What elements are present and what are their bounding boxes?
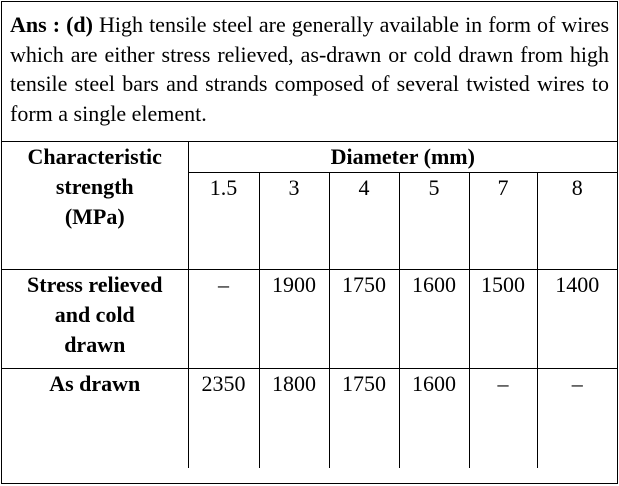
row-label-stress-relieved	[2, 270, 188, 369]
answer-panel	[1, 1, 618, 484]
value-cell: –	[188, 270, 259, 369]
value-cell: 1750	[329, 369, 399, 468]
diameter-cell: 4	[329, 173, 399, 270]
value-cell: 1600	[399, 369, 469, 468]
value-cell: 1500	[469, 270, 537, 369]
value-cell: –	[469, 369, 537, 468]
characteristic-strength-header	[2, 142, 188, 270]
value-cell: 1800	[259, 369, 329, 468]
table-row	[2, 369, 617, 468]
value-cell: 1750	[329, 270, 399, 369]
diameter-cell: 5	[399, 173, 469, 270]
value-cell: 1400	[537, 270, 617, 369]
answer-prefix: Ans :	[10, 12, 61, 37]
diameter-cell: 8	[537, 173, 617, 270]
row-label-line: Stress relieved	[27, 272, 163, 297]
row-label-line: and cold	[54, 302, 135, 327]
strength-table	[2, 142, 617, 468]
value-cell: 1900	[259, 270, 329, 369]
table-row	[2, 270, 617, 369]
row-label-line: As drawn	[49, 371, 141, 396]
value-cell: –	[537, 369, 617, 468]
answer-paragraph	[2, 2, 617, 142]
diameter-cell: 3	[259, 173, 329, 270]
diameter-cell: 7	[469, 173, 537, 270]
header-line: Characteristic	[27, 144, 162, 169]
row-label-line: drawn	[64, 332, 126, 357]
answer-text: High tensile steel are generally available in form of wires which are either stress relieved, as-drawn or cold drawn from high tensile steel bars and strands composed of several twisted wires to form a single element.	[10, 12, 610, 126]
diameter-cell: 1.5	[188, 173, 259, 270]
header-line: strength	[55, 174, 134, 199]
value-cell: 1600	[399, 270, 469, 369]
diameter-header: Diameter (mm)	[188, 142, 617, 173]
answer-option: (d)	[66, 12, 93, 37]
header-line: (MPa)	[64, 204, 125, 229]
row-label-as-drawn	[2, 369, 188, 468]
table-header-row-1	[2, 142, 617, 173]
value-cell: 2350	[188, 369, 259, 468]
